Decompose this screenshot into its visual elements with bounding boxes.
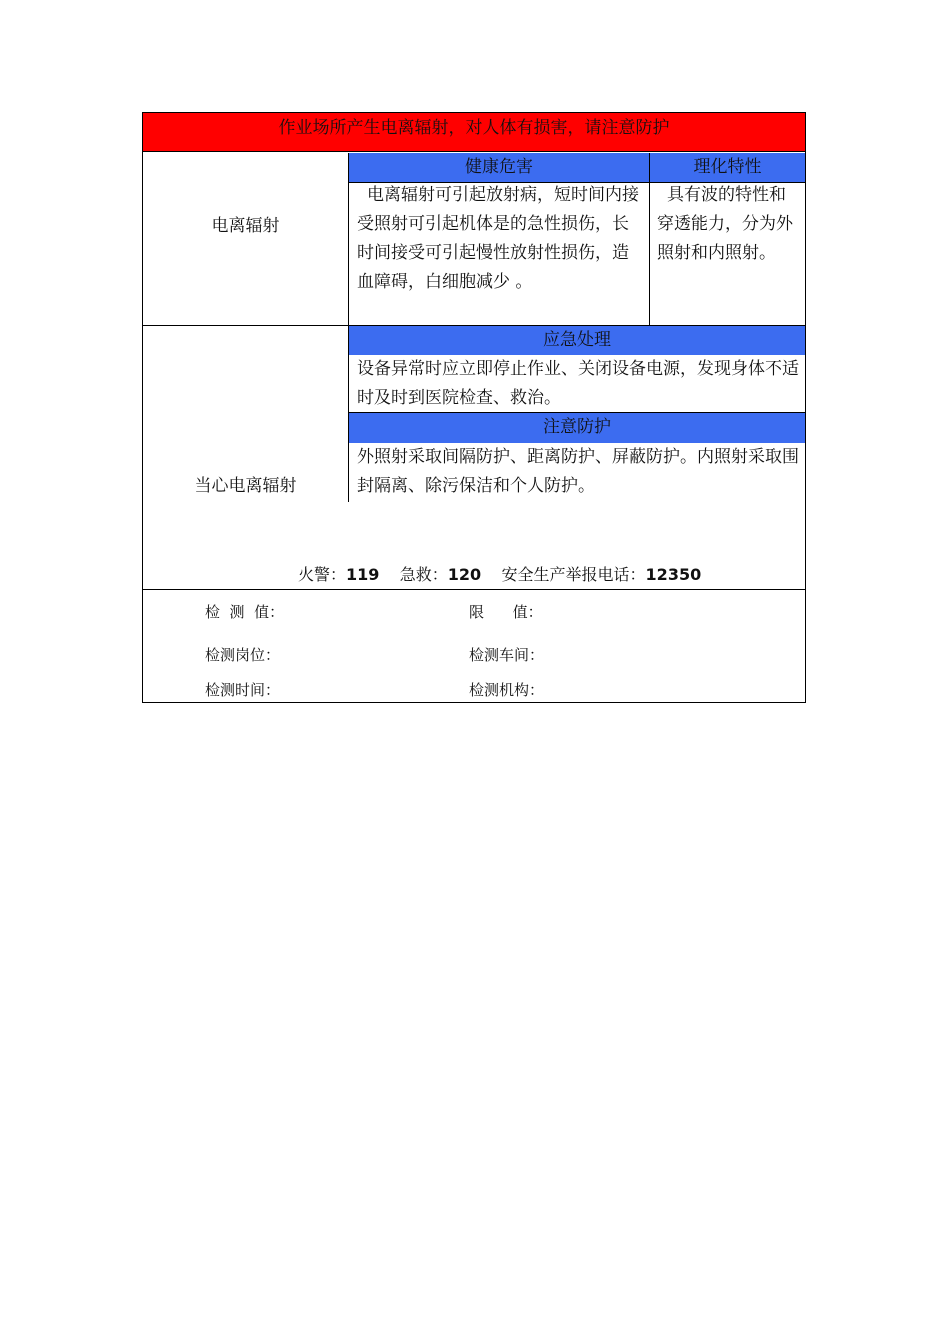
property-title: 理化特性	[650, 153, 805, 182]
emergency-title: 应急处理	[349, 326, 805, 355]
report-number: 12350	[645, 565, 702, 584]
detection-time-label: 检测时间：	[205, 681, 281, 699]
divider	[143, 589, 805, 590]
property-text: 具有波的特性和穿透能力，分为外照射和内照射。	[657, 185, 793, 263]
warning-sign-label: 当心电离辐射	[194, 476, 297, 496]
fire-number: 119	[346, 565, 380, 584]
protection-text: 外照射采取间隔防护、距离防护、屏蔽防护。内照射采取围封隔离、除污保洁和个人防护。	[357, 447, 799, 496]
report-label: 安全生产举报电话：	[501, 565, 646, 584]
hotline-row	[298, 562, 798, 585]
hazard-notice-card	[142, 112, 806, 703]
detection-value-label: 检 测 值：	[205, 603, 285, 621]
emergency-text: 设备异常时应立即停止作业、关闭设备电源，发现身体不适时及时到医院检查、救治。	[357, 359, 799, 408]
fire-label: 火警：	[298, 565, 347, 584]
limit-value-label: 限 值：	[469, 603, 543, 621]
warning-header: 作业场所产生电离辐射，对人体有损害，请注意防护	[143, 113, 805, 152]
health-hazard-text: 电离辐射可引起放射病，短时间内接受照射可引起机体是的急性损伤，长时间接受可引起慢性放射性损伤，造血障碍，白细胞减少 。	[357, 185, 639, 292]
aid-label: 急救：	[399, 565, 448, 584]
detection-agency-label: 检测机构：	[469, 681, 545, 699]
health-hazard-title: 健康危害	[349, 153, 649, 182]
protection-title: 注意防护	[349, 413, 805, 443]
aid-number: 120	[447, 565, 482, 584]
detection-post-label: 检测岗位：	[205, 646, 281, 664]
hazard-name: 电离辐射	[211, 216, 280, 236]
detection-workshop-label: 检测车间：	[469, 646, 545, 664]
